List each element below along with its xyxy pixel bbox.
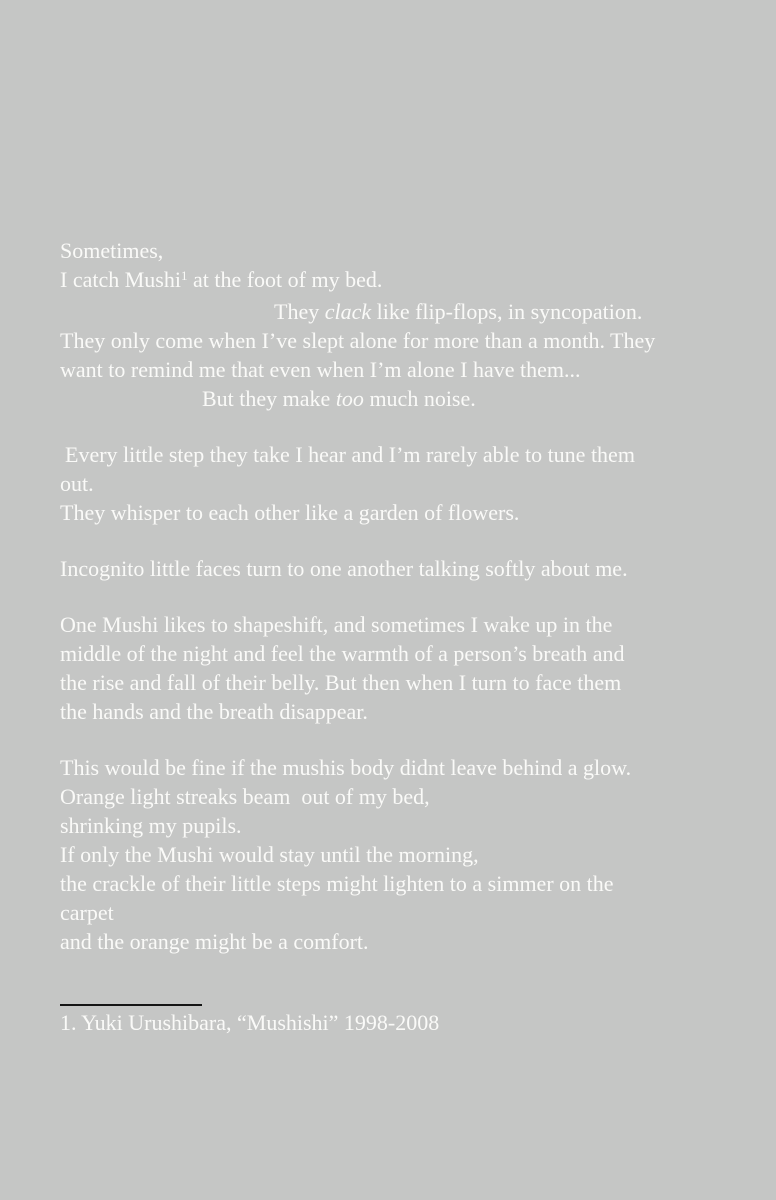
poem-line [60, 610, 655, 639]
poem-text-segment: out. [60, 471, 94, 496]
poem-text-segment: at the foot of my bed. [187, 267, 383, 292]
stanza [60, 753, 655, 956]
poem-line [60, 927, 655, 956]
stanza [60, 610, 655, 726]
poem-text-segment: middle of the night and feel the warmth of a person’s breath and [60, 641, 625, 666]
footnote-marker: 1 [180, 268, 188, 283]
poem-text-segment: This would be fine if the mushis body didnt leave behind a glow. [60, 755, 632, 780]
poem-text-segment: Sometimes, [60, 238, 164, 263]
stanza [60, 236, 655, 413]
poem-line [60, 469, 655, 498]
poem-line [60, 811, 655, 840]
poem-text-segment: like flip-flops, in syncopation. [371, 299, 643, 324]
poem-line [60, 326, 655, 355]
poem-text-segment: But they make [202, 386, 336, 411]
poem-line [60, 440, 655, 469]
poem-line [60, 840, 655, 869]
poem-text-segment: the hands and the breath disappear. [60, 699, 368, 724]
poem-line [60, 668, 655, 697]
poem-italic-segment: too [335, 386, 364, 411]
poem [60, 236, 655, 956]
poem-line [60, 265, 655, 297]
poem-line [60, 498, 655, 527]
poem-line [60, 753, 655, 782]
poem-text-segment: They [274, 299, 325, 324]
poem-text-segment: Orange light streaks beam out of my bed, [60, 784, 430, 809]
poem-text-segment: Incognito little faces turn to one another talking softly about me. [60, 556, 628, 581]
poem-line [60, 355, 655, 384]
poem-text-segment: They only come when I’ve slept alone for more than a month. They [60, 328, 656, 353]
poem-line [60, 384, 655, 413]
poem-text-segment: Every little step they take I hear and I’m rarely able to tune them [65, 442, 635, 467]
footnote-citation: 1. Yuki Urushibara, “Mushishi” 1998-2008 [60, 1010, 440, 1035]
poem-line [60, 898, 655, 927]
poem-line [60, 782, 655, 811]
stanza [60, 440, 655, 527]
poem-text-segment: the crackle of their little steps might lighten to a simmer on the [60, 871, 614, 896]
poem-text-segment: They whisper to each other like a garden of flowers. [60, 500, 520, 525]
poem-text-segment: the rise and fall of their belly. But then when I turn to face them [60, 670, 622, 695]
poem-text-segment: If only the Mushi would stay until the morning, [60, 842, 479, 867]
poem-text-segment: One Mushi likes to shapeshift, and sometimes I wake up in the [60, 612, 613, 637]
poem-line [60, 554, 655, 583]
stanza [60, 554, 655, 583]
poem-line [60, 697, 655, 726]
poem-italic-segment: clack [324, 299, 372, 324]
poem-text-segment: and the orange might be a comfort. [60, 929, 369, 954]
poem-text-segment: much noise. [363, 386, 476, 411]
poem-text-segment: want to remind me that even when I’m alone I have them... [60, 357, 581, 382]
poem-line [60, 869, 655, 898]
poem-text-segment: I catch Mushi [60, 267, 181, 292]
poem-line [60, 236, 655, 265]
poem-text-segment: carpet [60, 900, 114, 925]
poem-line [60, 639, 655, 668]
poem-line [60, 297, 655, 326]
footnote-rule [60, 1004, 202, 1006]
poem-text-segment: shrinking my pupils. [60, 813, 242, 838]
